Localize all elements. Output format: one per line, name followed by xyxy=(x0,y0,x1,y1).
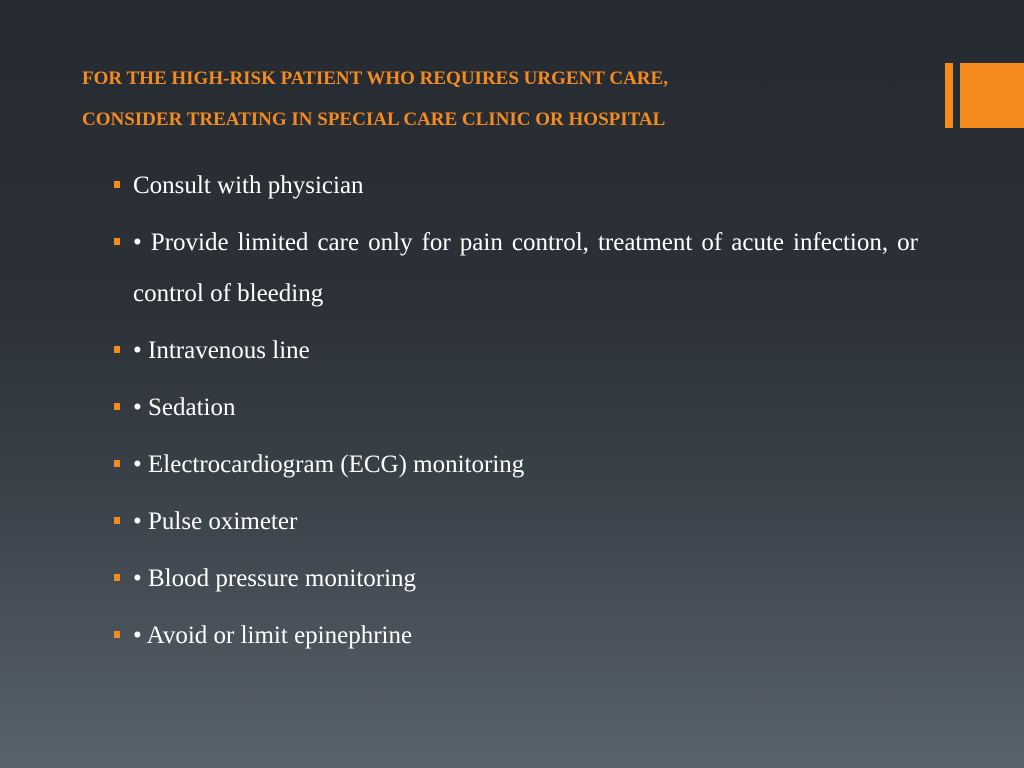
bullet-item xyxy=(112,382,918,433)
bullet-item xyxy=(112,217,918,319)
bullet-item xyxy=(112,553,918,604)
bullet-list xyxy=(112,160,918,667)
slide-title-line-2: CONSIDER TREATING IN SPECIAL CARE CLINIC OR HOSPITAL xyxy=(82,109,666,130)
slide-title xyxy=(82,58,922,140)
bullet-square-icon xyxy=(114,346,120,353)
decorative-bar-thick xyxy=(960,63,1024,128)
bullet-text: • Intravenous line xyxy=(133,337,310,364)
bullet-square-icon xyxy=(114,181,120,188)
bullet-item xyxy=(112,160,918,211)
bullet-text: • Avoid or limit epinephrine xyxy=(133,622,413,649)
decorative-bar-thin xyxy=(945,63,953,128)
bullet-square-icon xyxy=(114,403,120,410)
bullet-item xyxy=(112,610,918,661)
bullet-square-icon xyxy=(114,574,120,581)
bullet-text: • Sedation xyxy=(133,394,236,421)
bullet-square-icon xyxy=(114,238,120,245)
bullet-text: • Blood pressure monitoring xyxy=(133,565,417,592)
bullet-item xyxy=(112,439,918,490)
bullet-text: Consult with physician xyxy=(133,172,364,199)
bullet-square-icon xyxy=(114,631,120,638)
bullet-text: • Electrocardiogram (ECG) monitoring xyxy=(133,451,525,478)
bullet-item xyxy=(112,496,918,547)
bullet-item xyxy=(112,325,918,376)
bullet-text: • Pulse oximeter xyxy=(133,508,298,535)
bullet-square-icon xyxy=(114,460,120,467)
bullet-text: • Provide limited care only for pain control, treatment of acute infection, or control of bleeding xyxy=(133,229,918,307)
bullet-square-icon xyxy=(114,517,120,524)
slide-title-line-1: FOR THE HIGH-RISK PATIENT WHO REQUIRES URGENT CARE, xyxy=(82,68,668,89)
